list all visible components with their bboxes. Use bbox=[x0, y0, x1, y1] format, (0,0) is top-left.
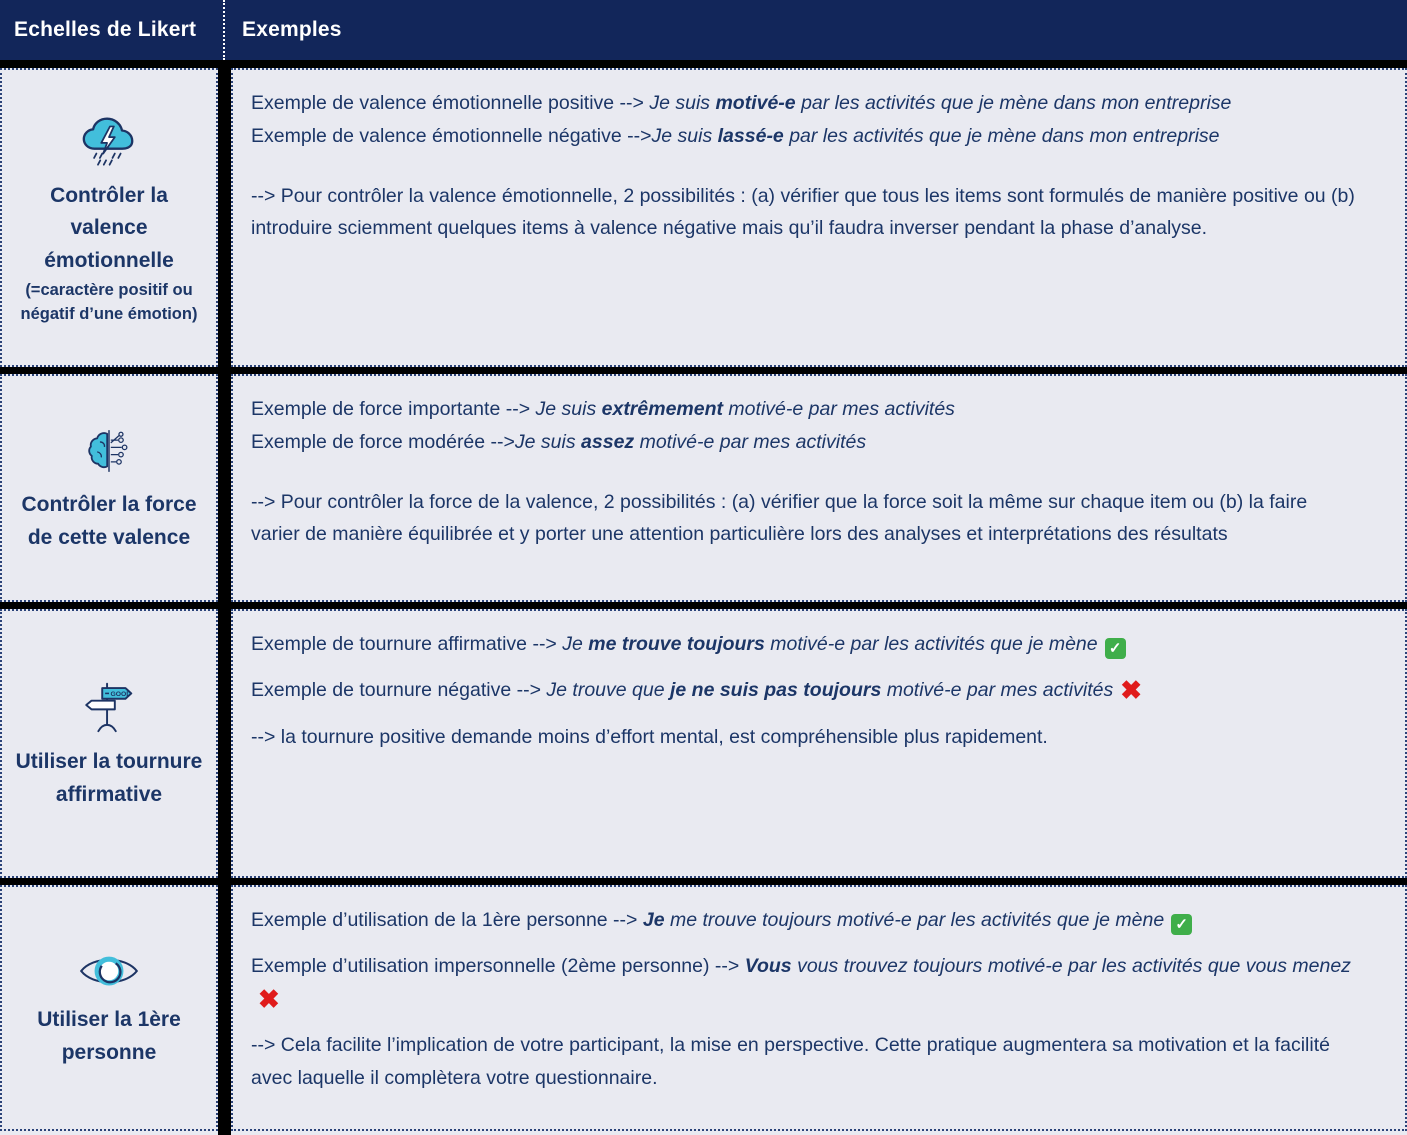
example-paragraph bbox=[251, 904, 1356, 937]
text-segment: extrêmement bbox=[601, 398, 724, 420]
example-cell bbox=[231, 374, 1407, 602]
text-segment: Je suis bbox=[651, 124, 718, 147]
text-segment: motivé-e bbox=[715, 92, 796, 114]
table-header bbox=[0, 0, 1407, 60]
brain-circuit-icon bbox=[80, 422, 138, 485]
text-segment: assez bbox=[581, 430, 635, 453]
example-paragraph bbox=[251, 628, 1256, 661]
row-sublabel: (=caractère positif ou négatif d’une émotion) bbox=[20, 281, 198, 323]
text-segment: Je suis bbox=[535, 398, 602, 420]
text-segment: --> Cela facilite l’implication de votre participant, la mise en perspective. Cette pratique augmentera sa motivation et la facilité avec laquelle il complètera votre questionnaire. bbox=[251, 1034, 1330, 1089]
header-col-examples: Exemples bbox=[242, 18, 342, 41]
cross-icon: ✖ bbox=[258, 983, 280, 1014]
text-segment: Je suis bbox=[649, 92, 716, 114]
text-segment: motivé-e par les activités que je mène bbox=[764, 633, 1098, 655]
text-segment: Je bbox=[562, 633, 589, 655]
header-col-likert: Echelles de Likert bbox=[14, 18, 197, 41]
text-segment: motivé-e par mes activités bbox=[723, 398, 955, 420]
text-segment: motivé-e par mes activités bbox=[881, 678, 1114, 701]
text-segment: Exemple de valence émotionnelle positive --> bbox=[251, 92, 650, 114]
text-segment: lassé-e bbox=[717, 124, 784, 147]
table-row bbox=[0, 609, 1407, 878]
example-paragraph bbox=[251, 426, 1356, 459]
check-icon: ✓ bbox=[1171, 914, 1192, 935]
text-segment: --> la tournure positive demande moins d’effort mental, est compréhensible plus rapidement. bbox=[251, 725, 1048, 748]
text-segment: Vous bbox=[744, 954, 792, 977]
example-paragraph bbox=[251, 120, 1356, 153]
text-segment: Je suis bbox=[514, 430, 582, 453]
storm-cloud-icon bbox=[78, 109, 140, 176]
svg-text:GOOD: GOOD bbox=[110, 691, 132, 699]
bottom-row-sliver bbox=[0, 1131, 1407, 1135]
text-segment: Exemple de force modérée --> bbox=[251, 430, 515, 453]
text-segment: --> Pour contrôler la valence émotionnelle, 2 possibilités : (a) vérifier que tous les items sont formulés de manière positive ou (b) introduire sciemment quelques items à valence négative mais qu’il faudra inverser pendant la phase d’analyse. bbox=[251, 184, 1355, 240]
likert-cell bbox=[0, 885, 218, 1131]
row-label: Utiliser la tournure affirmative bbox=[15, 750, 203, 806]
conclusion-paragraph bbox=[251, 721, 1256, 754]
conclusion-paragraph bbox=[251, 180, 1356, 246]
row-label: Utiliser la 1ère personne bbox=[37, 1007, 181, 1064]
text-segment: Exemple de tournure négative --> bbox=[251, 678, 547, 701]
text-segment: Exemple d’utilisation de la 1ère personne --> bbox=[251, 909, 643, 931]
text-segment: par les activités que je mène dans mon entreprise bbox=[783, 124, 1220, 147]
table-row bbox=[0, 68, 1407, 367]
eye-icon bbox=[76, 947, 142, 1000]
text-segment: motivé-e par mes activités bbox=[634, 430, 867, 453]
text-segment: me trouve toujours bbox=[588, 633, 765, 655]
text-segment: Exemple d’utilisation impersonnelle (2ème personne) --> bbox=[251, 954, 745, 977]
likert-cell bbox=[0, 68, 218, 367]
text-segment: me trouve toujours motivé-e par les activités que je mène bbox=[664, 909, 1165, 931]
cross-icon: ✖ bbox=[1120, 674, 1142, 705]
likert-cell bbox=[0, 374, 218, 602]
example-paragraph bbox=[251, 393, 1356, 426]
row-label: Contrôler la valence émotionnelle bbox=[44, 183, 174, 272]
conclusion-paragraph bbox=[251, 486, 1356, 552]
example-cell bbox=[231, 885, 1407, 1131]
table-row bbox=[0, 885, 1407, 1131]
example-paragraph bbox=[251, 87, 1356, 120]
text-segment: vous trouvez toujours motivé-e par les activités que vous menez bbox=[791, 954, 1351, 977]
text-segment: Exemple de force importante --> bbox=[251, 398, 536, 420]
table-row bbox=[0, 374, 1407, 602]
conclusion-paragraph bbox=[251, 1029, 1356, 1095]
text-segment: Exemple de tournure affirmative --> bbox=[251, 633, 563, 655]
table-rows bbox=[0, 60, 1407, 1131]
check-icon: ✓ bbox=[1105, 638, 1126, 659]
example-cell bbox=[231, 609, 1407, 878]
text-segment: par les activités que je mène dans mon entreprise bbox=[795, 92, 1232, 114]
text-segment: je ne suis pas toujours bbox=[669, 678, 882, 701]
text-segment: Je bbox=[642, 909, 665, 931]
text-segment: Exemple de valence émotionnelle négative --> bbox=[251, 124, 652, 147]
example-paragraph bbox=[251, 674, 1256, 707]
example-cell bbox=[231, 68, 1407, 367]
example-paragraph bbox=[251, 950, 1356, 1016]
text-segment: Je trouve que bbox=[546, 678, 670, 701]
text-segment: --> Pour contrôler la force de la valence, 2 possibilités : (a) vérifier que la force soit la même sur chaque item ou (b) la faire varier de manière équilibrée et y porter une attention particulière lors des analyses et interprétations des résultats bbox=[251, 490, 1308, 546]
row-label: Contrôler la force de cette valence bbox=[21, 492, 197, 549]
likert-cell bbox=[0, 609, 218, 878]
signpost-icon bbox=[78, 675, 140, 742]
